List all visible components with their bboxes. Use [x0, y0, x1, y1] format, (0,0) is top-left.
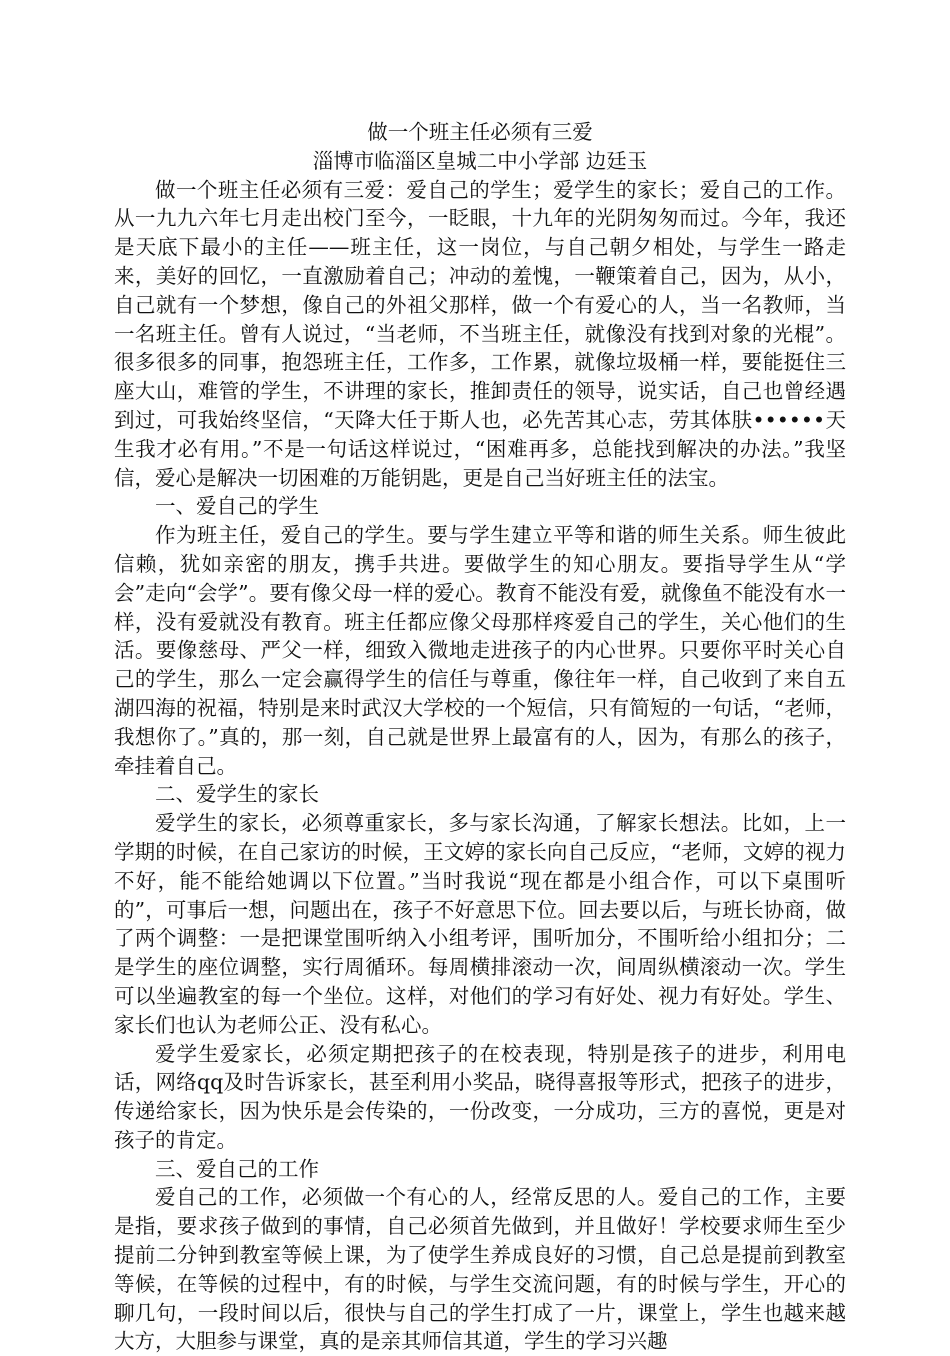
section-1-paragraph: 作为班主任，爱自己的学生。要与学生建立平等和谐的师生关系。师生彼此信赖，犹如亲密的朋友，携手共进。要做学生的知心朋友。要指导学生从“学会”走向“会学”。要有像父母一样的爱心。教育不能没有爱，就像鱼不能没有水一样，没有爱就没有教育。班主任都应像父母那样疼爱自己的学生，关心他们的生活。要像慈母、严父一样，细致入微地走进孩子的内心世界。只要你平时关心自己的学生，那么一定会赢得学生的信任与尊重，像往年一样，自己收到了来自五湖四海的祝福，特别是来时武汉大学校的一个短信，只有简短的一句话，“老师，我想你了。”真的，那一刻，自己就是世界上最富有的人，因为，有那么的孩子，牵挂着自己。	[114, 523, 846, 778]
document-author: 淄博市临淄区皇城二中小学部 边廷玉	[312, 148, 648, 173]
section-2-paragraph-1: 爱学生的家长，必须尊重家长，多与家长沟通，了解家长想法。比如，上一学期的时候，在自己家访的时候，王文婷的家长向自己反应，“老师，文婷的视力不好，能不能给她调以下位置。”当时我说“现在都是小组合作，可以下桌围听的”，可事后一想，问题出在，孩子不好意思下位。回去要以后，与班长协商，做了两个调整：一是把课堂围听纳入小组考评，围听加分，不围听给小组扣分；二是学生的座位调整，实行周循环。每周横排滚动一次，间周纵横滚动一次。学生可以坐遍教室的每一个坐位。这样，对他们的学习有好处、视力有好处。学生、家长们也认为老师公正、没有私心。	[114, 811, 846, 1037]
document-page	[114, 118, 846, 1356]
section-heading-3: 三、爱自己的工作	[155, 1156, 319, 1181]
document-title: 做一个班主任必须有三爱	[367, 120, 593, 144]
section-2-paragraph-2: 爱学生爱家长，必须定期把孩子的在校表现，特别是孩子的进步，利用电话，网络qq及时告诉家长，甚至利用小奖品，晓得喜报等形式，把孩子的进步，传递给家长，因为快乐是会传染的，一份改变，一分成功，三方的喜悦，更是对孩子的肯定。	[114, 1041, 846, 1152]
intro-paragraph: 做一个班主任必须有三爱：爱自己的学生；爱学生的家长；爱自己的工作。从一九九六年七月走出校门至今，一眨眼，十九年的光阴匆匆而过。今年，我还是天底下最小的主任——班主任，这一岗位，与自己朝夕相处，与学生一路走来，美好的回忆，一直激励着自己；冲动的羞愧，一鞭策着自己，因为，从小，自己就有一个梦想，像自己的外祖父那样，做一个有爱心的人，当一名教师，当一名班主任。曾有人说过，“当老师，不当班主任，就像没有找到对象的光棍”。很多很多的同事，抱怨班主任，工作多，工作累，就像垃圾桶一样，要能挺住三座大山，难管的学生，不讲理的家长，推卸责任的领导，说实话，自己也曾经遇到过，可我始终坚信，“天降大任于斯人也，必先苦其心志，劳其体肤••••••天生我才必有用。”不是一句话这样说过，“困难再多，总能找到解决的办法。”我坚信，爱心是解决一切困难的万能钥匙，更是自己当好班主任的法宝。	[114, 177, 846, 490]
section-heading-2: 二、爱学生的家长	[155, 782, 319, 807]
section-heading-1: 一、爱自己的学生	[155, 494, 319, 519]
section-3-paragraph: 爱自己的工作，必须做一个有心的人，经常反思的人。爱自己的工作，主要是指，要求孩子做到的事情，自己必须首先做到，并且做好！学校要求师生至少提前二分钟到教室等候上课，为了使学生养成良好的习惯，自己总是提前到教室等候，在等候的过程中，有的时候，与学生交流问题，有的时候与学生，开心的聊几句，一段时间以后，很快与自己的学生打成了一片，课堂上，学生也越来越大方，大胆参与课堂，真的是亲其师信其道，学生的学习兴趣	[114, 1185, 846, 1354]
